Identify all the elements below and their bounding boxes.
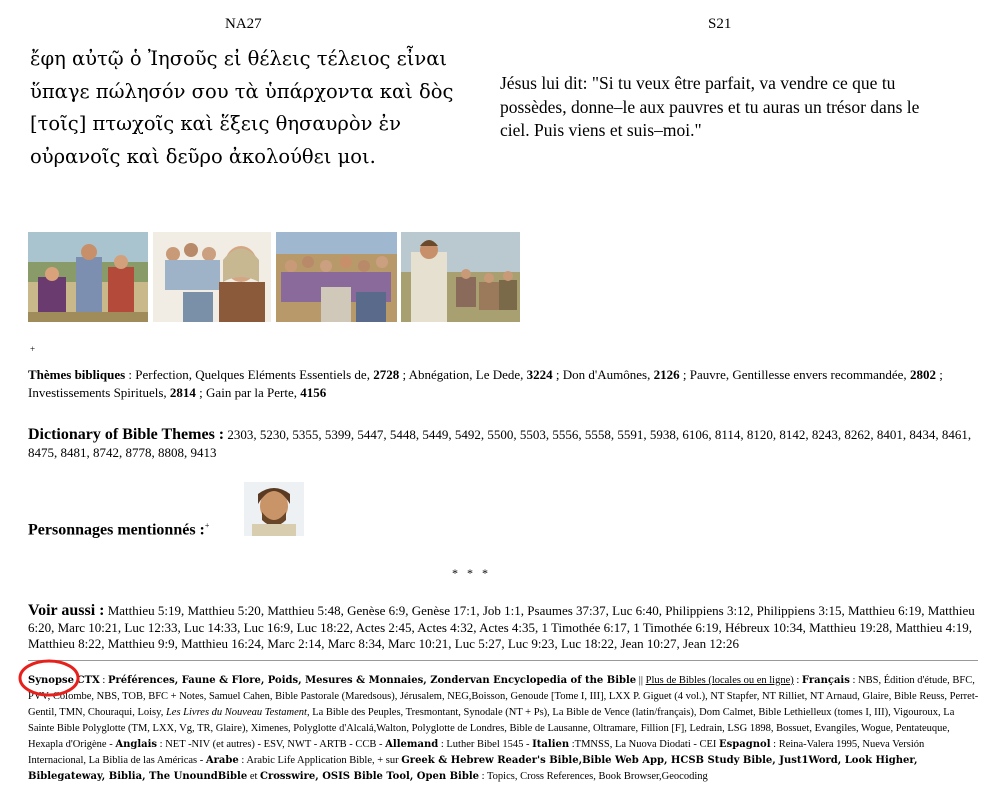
illustration-thumbnail[interactable] [276,232,397,322]
cross-reference-link[interactable]: Marc 2:14 [267,636,322,651]
cross-reference-link[interactable]: Luc 18:22 [296,619,350,635]
resources-links[interactable]: Préférences, Faune & Flore, Poids, Mesures & Monnaies, Zondervan Encyclopedia of the Bible [107,675,637,686]
divider-line [28,660,978,661]
dictionary-label: Dictionary of Bible Themes : [28,426,225,443]
cross-reference-link[interactable]: Psaumes 37:37 [527,603,606,618]
illustration-thumbnail[interactable] [28,232,148,322]
lang-label-ar: Arabe [205,755,239,766]
theme-number: 2126 [653,367,680,382]
theme-link[interactable] [135,367,399,382]
lang-label-it: Italien [532,739,570,750]
cross-reference-link[interactable]: Job 1:1 [482,603,521,618]
themes-bibliques: Thèmes bibliques : Perfection, Quelques Eléments Essentiels de, 2728 ; Abnégation, Le Dede, 3224 ; Don d'Aumônes, 2126 ; Pauvre, Gentillesse envers recommandée, 2802 ; Investissements Spirituels, 2814 ; Gain par la Perte, 4156 [28,367,943,400]
online-tools-links-2[interactable]: Crosswire, OSIS Bible Tool, Open Bible [260,771,480,782]
theme-name: Investissements Spirituels, [28,385,167,400]
column-header-right: S21 [708,16,732,32]
theme-link[interactable] [563,367,680,382]
french-bibles-italic[interactable]: Les Livres du Nouveau Testament [165,707,307,718]
cross-reference-link[interactable]: Luc 14:33 [184,619,238,635]
persons-label: Personnages mentionnés : [28,521,205,539]
cross-reference-link[interactable]: Matthieu 5:19 [107,603,182,618]
voir-aussi-label: Voir aussi : [28,602,105,619]
cross-reference-link[interactable]: Marc 8:34 [327,636,382,651]
greek-line: ἔφη αὐτῷ ὁ Ἰησοῦς εἰ θέλεις τέλειος εἶναι [30,47,448,70]
cross-reference-link[interactable]: Genèse 6:9 [347,603,406,618]
et-word: et [249,771,258,782]
cross-reference-link[interactable]: Luc 9:23 [507,636,555,651]
greek-line: [τοῖς] πτωχοῖς καὶ ἕξεις θησαυρὸν ἐν [30,112,401,135]
cross-reference-link[interactable]: Matthieu 6:20 [28,603,975,635]
cross-reference-link[interactable]: Actes 4:32 [417,619,474,635]
synopse-bible-links: Synopse CTX : Préférences, Faune & Flore, Poids, Mesures & Monnaies, Zondervan Encyclopedia of the Bible || Plus de Bibles (locales ou en ligne) : Français : NBS, Édition d'étude, BFC, PVV, Colombe, NBS, TOB, BFC + Notes, Samuel Cahen, Bible Pastorale (Maredsous), Jérusalem, NEG,Boisson, Genoude [Tome I, III], LXX P. Giguet (4 vol.), NT Stapfer, NT Rilliet, NT Arnaud, Glaire, Bible Reuss, Perret-Gentil, TMN, Chouraqui, Loisy, Les Livres du Nouveau Testament, La Bible des Peuples, Tresmontant, Synodale (NT + Ps), La Bible de Vence (latin/français), Dom Calmet, Bible Lethielleux (tomes I, III), Vigouroux, La Sainte Bible Polyglotte (TM, LXX, Vg, TR, Glaire), Ximenes, Polyglotte d'Alcalá,Walton, Polyglotte de Londres, Bible de Lausanne, Oltramare, Fillion [F], Ledrain, LSG 1898, Bossuet, Evangiles, Wogue, Pentateuque, Hexapla d'Origène - Anglais : NET -NIV (et autres) - ESV, NWT - ARTB - CCB - Allemand : Luther Bibel 1545 - Italien :TMNSS, La Nuova Diodati - CEI Espagnol : Reina-Valera 1995, Nueva Versión Internacional, La Biblia de las Américas - Arabe : Arabic Life Application Bible, + sur Greek & Hebrew Reader's Bible,Bible Web App, HCSB Study Bible, Just1Word, Look Higher, Biblegateway, Biblia, The UnoundBible et Crosswire, OSIS Bible Tool, Open Bible : Topics, Cross References, Book Browser,Geocoding [28,675,979,782]
lang-label-es: Espagnol [719,739,771,750]
cross-reference-link[interactable]: Philippiens 3:15 [756,603,842,618]
pipe-sep: || [636,675,646,686]
cross-reference-link[interactable]: Matthieu 8:22 [28,636,102,651]
voir-aussi [28,603,980,653]
section-separator-stars: * * * [452,566,491,580]
cross-reference-link[interactable]: Matthieu 5:20 [187,603,261,618]
cross-reference-link[interactable]: Luc 6:40 [612,603,659,618]
cross-reference-link[interactable]: Luc 5:27 [454,636,502,651]
cross-reference-link[interactable]: Matthieu 19:28 [809,619,889,635]
theme-link[interactable] [409,367,553,382]
cross-reference-link[interactable]: Luc 18:22 [560,636,615,651]
dictionary-of-bible-themes [28,426,973,462]
more-bibles-link[interactable]: Plus de Bibles (locales ou en ligne) [645,675,794,686]
cross-reference-link[interactable]: 1 Timothée 6:17 [541,619,627,635]
theme-name: Abnégation, Le Dede, [408,367,524,382]
cross-reference-list: Matthieu 5:19, Matthieu 5:20, Matthieu 5:48, Genèse 6:9, Genèse 17:1, Job 1:1, Psaumes 37:37, Luc 6:40, Philippiens 3:12, Philippiens 3:15, Matthieu 6:19, Matthieu 6:20, Marc 10:21, Luc 12:33, Luc 14:33, Luc 16:9, Luc 18:22, Actes 2:45, Actes 4:32, Actes 4:35, 1 Timothée 6:17, 1 Timothée 6:19, Hébreux 10:34, Matthieu 19:28, Matthieu 4:19, Matthieu 8:22, Matthieu 9:9, Matthieu 16:24, Marc 2:14, Marc 8:34, Marc 10:21, Luc 5:27, Luc 9:23, Luc 18:22, Jean 10:27, Jean 12:26 [28,603,975,651]
cross-reference-link[interactable]: Genèse 17:1 [411,603,477,618]
personnages-mentionnes [28,521,209,539]
synopse-sep: : [99,675,108,686]
french-bibles-list[interactable]: NBS, Édition d'étude, BFC, PVV, Colombe, NBS, TOB, BFC + Notes, Samuel Cahen, Bible Pastorale (Maredsous), Jérusalem, NEG,Boisson, Genoude [Tome I, III], LXX P. Giguet (4 vol.), NT Stapfer, NT Rilliet, NT Arnaud, Glaire, Bible Reuss, Perret-Gentil, TMN, Chouraqui, Loisy, [28,675,979,718]
french-verse-text: Jésus lui dit: "Si tu veux être parfait, va vendre ce que tu possèdes, donne–le aux pauvres et tu auras un trésor dans le ciel. Puis viens et suis–moi." [500,73,920,140]
english-bibles-list[interactable]: NET -NIV (et autres) - ESV, NWT - ARTB - CCB - [165,739,383,750]
greek-line: ὕπαγε πώλησόν σου τὰ ὑπάρχοντα καὶ δὸς [30,79,454,103]
cross-reference-link[interactable]: Matthieu 6:19 [847,603,922,618]
theme-link[interactable] [690,367,936,382]
italian-bibles-list[interactable]: :TMNSS, La Nuova Diodati - CEI [571,739,717,750]
theme-number: 4156 [300,385,327,400]
cross-reference-link[interactable]: Philippiens 3:12 [665,603,751,618]
lang-label-en: Anglais [115,739,158,750]
illustration-thumbnail[interactable] [401,232,520,322]
greek-verse-text [30,43,470,173]
online-tools-links[interactable]: Greek & Hebrew Reader's Bible,Bible Web App, HCSB Study Bible, Just1Word, Look Higher, Biblegateway, Biblia, The UnoundBible [28,755,918,782]
cross-reference-link[interactable]: Jean 12:26 [682,636,739,651]
cross-reference-link[interactable]: Luc 16:9 [243,619,291,635]
spanish-bibles-list[interactable]: Reina-Valera 1995, Nueva Versión Internacional, La Biblia de las Américas - [28,739,925,766]
dictionary-numbers[interactable]: 2303, 5230, 5355, 5399, 5447, 5448, 5449, 5492, 5500, 5503, 5556, 5558, 5591, 5938, 6106, 8114, 8120, 8142, 8243, 8262, 8401, 8434, 8461, 8475, 8481, 8742, 8778, 8808, 9413 [28,427,972,460]
lang-label-fr: Français [801,675,850,686]
ctx-link[interactable]: CTX [76,675,100,686]
french-bibles-list-2[interactable]: , La Bible des Peuples, Tresmontant, Synodale (NT + Ps), La Bible de Vence (latin/français), Dom Calmet, Bible Lethielleux (tomes I, III), Vigouroux, La Sainte Bible Polyglotte (TM, LXX, Vg, TR, Glaire), Ximenes, Polyglotte d'Alcalá,Walton, Polyglotte de Londres, Bible de Lausanne, Oltramare, Fillion [F], Ledrain, LSG 1898, Bossuet, Evangiles, Wogue, Pentateuque, Hexapla d'Origène - [28,707,955,750]
cross-reference-link[interactable]: Matthieu 5:48 [267,603,341,618]
theme-link[interactable] [206,385,326,400]
theme-name: Perfection, Quelques Eléments Essentiels de, [135,367,370,382]
cross-reference-link[interactable]: Hébreux 10:34 [725,619,803,635]
illustration-thumbnail[interactable] [153,232,271,322]
arabic-bibles-list[interactable]: Arabic Life Application Bible, + sur [246,755,399,766]
cross-reference-link[interactable]: Matthieu 9:9 [107,636,175,651]
jesus-portrait-avatar[interactable] [244,482,304,536]
german-bibles-list[interactable]: Luther Bibel 1545 - [446,739,530,750]
cross-reference-link[interactable]: Matthieu 4:19 [895,619,969,635]
lang-label-de: Allemand [385,739,439,750]
cross-reference-link[interactable]: Marc 10:21 [387,636,449,651]
theme-name: Don d'Aumônes, [562,367,651,382]
theme-name: Pauvre, Gentillesse envers recommandée, [689,367,907,382]
theme-number: 3224 [526,367,553,382]
cross-reference-link[interactable]: Matthieu 16:24 [181,636,261,651]
theme-link[interactable] [28,385,196,400]
cross-reference-link[interactable]: Luc 12:33 [124,619,178,635]
expand-marker[interactable]: + [30,344,36,354]
cross-reference-link[interactable]: Marc 10:21 [57,619,118,635]
theme-number: 2802 [909,367,936,382]
theme-name: Gain par la Perte, [206,385,298,400]
theme-number: 2728 [373,367,400,382]
cross-reference-link[interactable]: Actes 4:35 [479,619,536,635]
theme-number: 2814 [169,385,196,400]
synopse-link[interactable]: Synopse [28,675,74,686]
cross-reference-link[interactable]: 1 Timothée 6:19 [633,619,719,635]
cross-reference-link[interactable]: Jean 10:27 [620,636,677,651]
persons-marker[interactable]: + [204,521,210,530]
open-bible-tools[interactable]: : Topics, Cross References, Book Browser,Geocoding [481,771,708,782]
column-header-left: NA27 [225,16,262,32]
themes-sep: : [125,367,136,382]
cross-reference-link[interactable]: Actes 2:45 [355,619,412,635]
themes-label: Thèmes bibliques [28,367,126,382]
greek-line: οὐρανοῖς καὶ δεῦρο ἀκολούθει μοι. [30,144,376,168]
